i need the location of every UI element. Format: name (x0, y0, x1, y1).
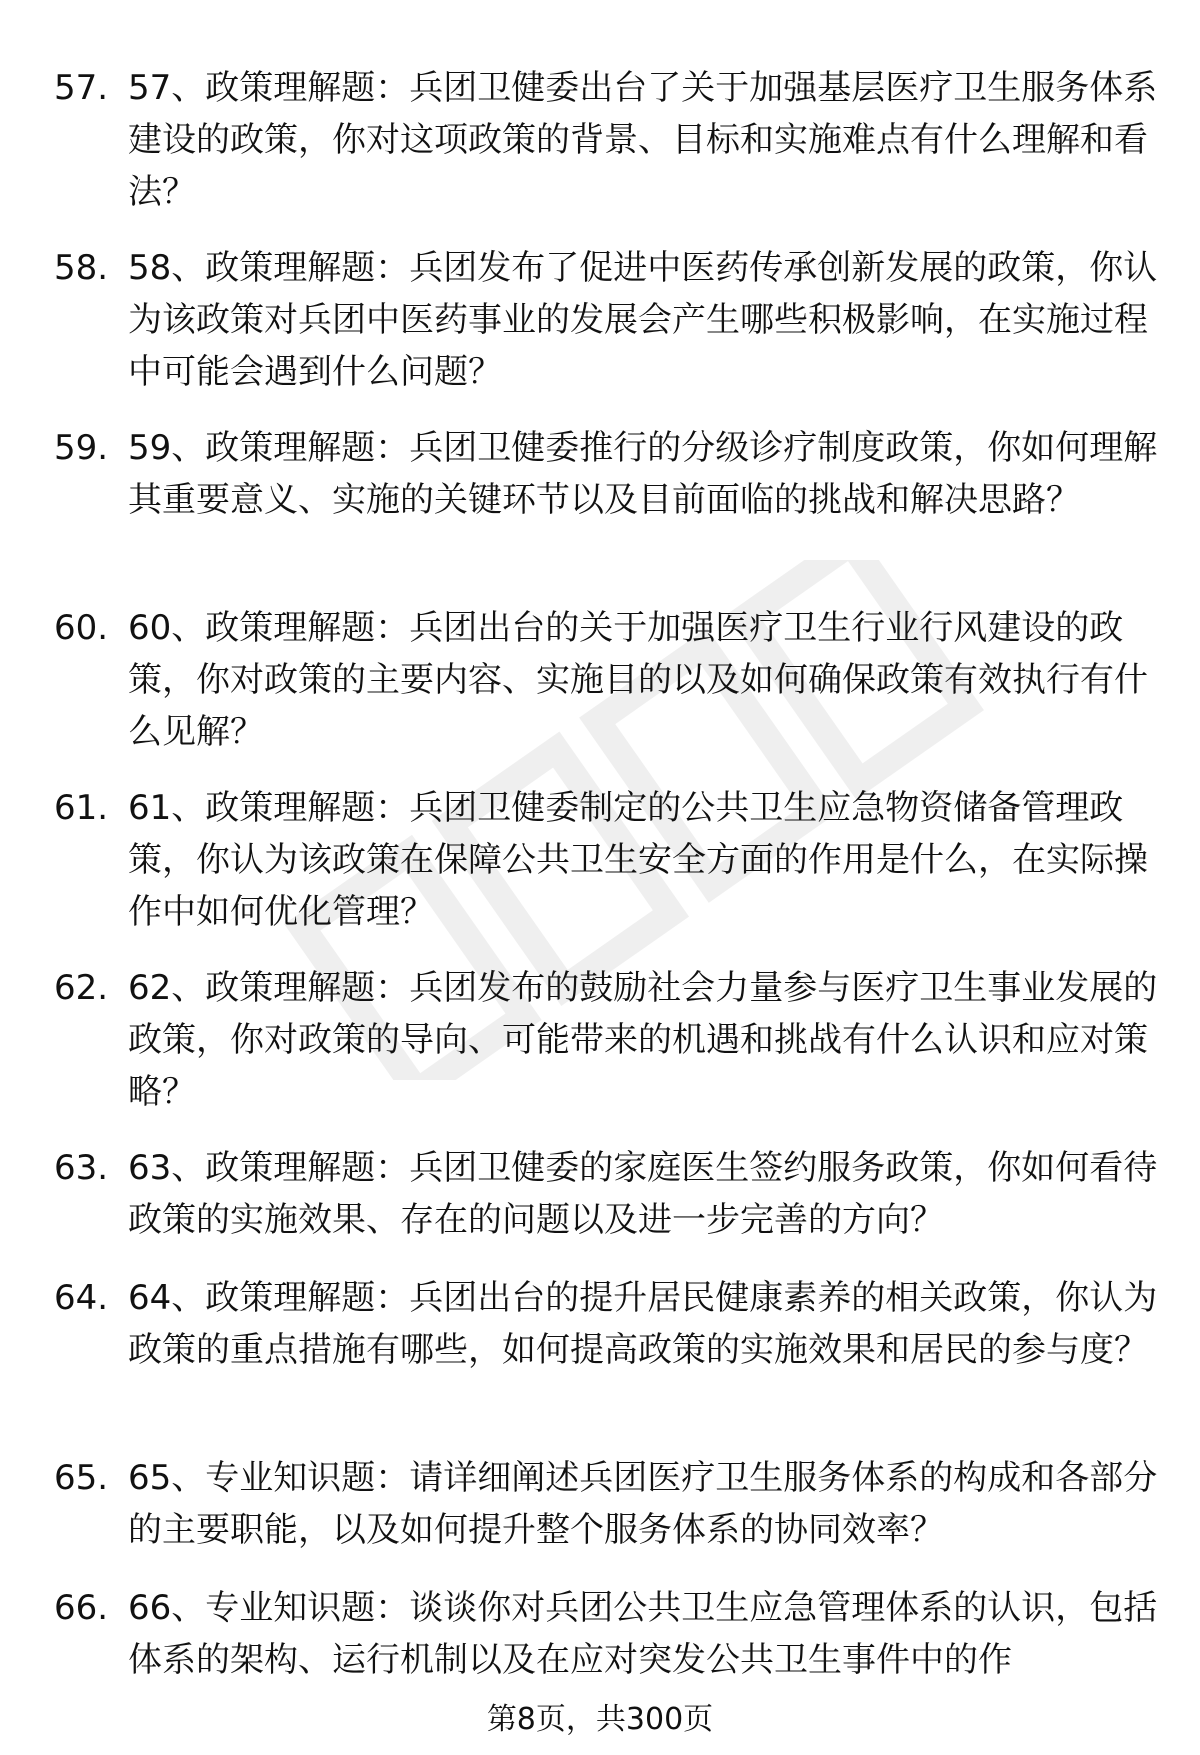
question-number: 63. (54, 1148, 109, 1188)
question-item (0, 1576, 1200, 1686)
question-item (0, 56, 1200, 236)
question-list (0, 56, 1200, 1686)
question-number: 66. (54, 1588, 109, 1628)
question-text: 60、政策理解题：兵团出台的关于加强医疗卫生行业行风建设的政策，你对政策的主要内容、实施目的以及如何确保政策有效执行有什么见解？ (128, 608, 1148, 752)
question-number: 59. (54, 428, 109, 468)
question-text: 66、专业知识题：谈谈你对兵团公共卫生应急管理体系的认识，包括体系的架构、运行机制以及在应对突发公共卫生事件中的作 (128, 1588, 1158, 1680)
page-footer: 第8页，共300页 (486, 1702, 714, 1737)
question-text: 58、政策理解题：兵团发布了促进中医药传承创新发展的政策，你认为该政策对兵团中医药事业的发展会产生哪些积极影响，在实施过程中可能会遇到什么问题？ (128, 248, 1158, 392)
question-item (0, 956, 1200, 1136)
question-number: 57. (54, 68, 109, 108)
question-number: 65. (54, 1458, 109, 1498)
question-text: 59、政策理解题：兵团卫健委推行的分级诊疗制度政策，你如何理解其重要意义、实施的关键环节以及目前面临的挑战和解决思路？ (128, 428, 1158, 520)
question-number: 61. (54, 788, 109, 828)
question-text: 62、政策理解题：兵团发布的鼓励社会力量参与医疗卫生事业发展的政策，你对政策的导向、可能带来的机遇和挑战有什么认识和应对策略？ (128, 968, 1158, 1112)
question-number: 60. (54, 608, 109, 648)
question-text: 64、政策理解题：兵团出台的提升居民健康素养的相关政策，你认为政策的重点措施有哪些，如何提高政策的实施效果和居民的参与度？ (128, 1278, 1158, 1370)
question-item (0, 596, 1200, 776)
question-item (0, 776, 1200, 956)
question-item (0, 1136, 1200, 1266)
question-item (0, 236, 1200, 416)
question-number: 62. (54, 968, 109, 1008)
question-text: 63、政策理解题：兵团卫健委的家庭医生签约服务政策，你如何看待政策的实施效果、存在的问题以及进一步完善的方向？ (128, 1148, 1158, 1240)
question-number: 64. (54, 1278, 109, 1318)
question-text: 61、政策理解题：兵团卫健委制定的公共卫生应急物资储备管理政策，你认为该政策在保障公共卫生安全方面的作用是什么，在实际操作中如何优化管理？ (128, 788, 1148, 932)
question-text: 65、专业知识题：请详细阐述兵团医疗卫生服务体系的构成和各部分的主要职能，以及如何提升整个服务体系的协同效率？ (128, 1458, 1158, 1550)
question-item (0, 1266, 1200, 1446)
question-item (0, 1446, 1200, 1576)
question-text: 57、政策理解题：兵团卫健委出台了关于加强基层医疗卫生服务体系建设的政策，你对这项政策的背景、目标和实施难点有什么理解和看法？ (128, 68, 1158, 212)
question-item (0, 416, 1200, 596)
question-number: 58. (54, 248, 109, 288)
